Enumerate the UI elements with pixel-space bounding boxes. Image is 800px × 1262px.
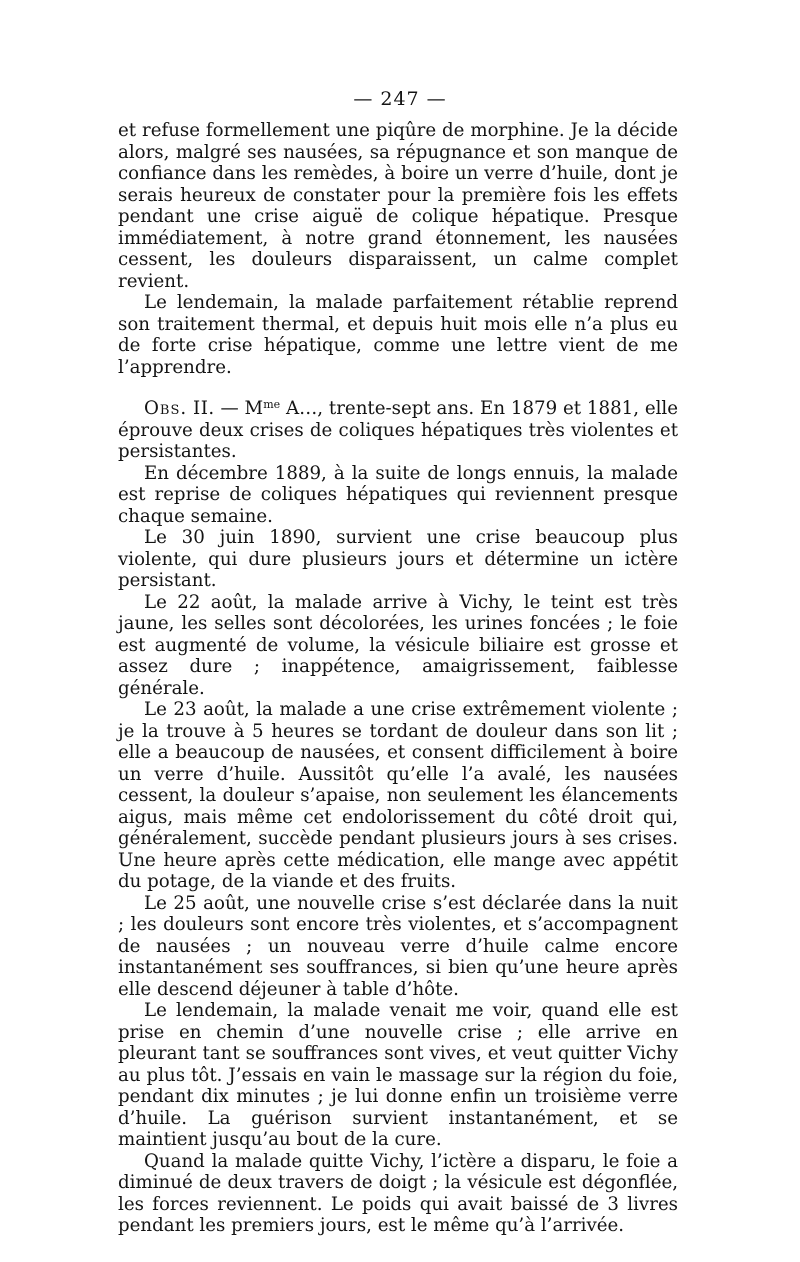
paragraph-observation-2 xyxy=(118,398,678,463)
paragraph-august-22: Le 22 août, la malade arrive à Vichy, le teint est très jaune, les selles sont décolorées, les urines foncées ; le foie est augmenté de volume, la vésicule biliaire est grosse et assez dure ; inappétence, amaigrissement, faiblesse générale. xyxy=(118,591,678,699)
paragraph-august-23: Le 23 août, la malade a une crise extrêmement violente ; je la trouve à 5 heures se tordant de douleur dans son lit ; elle a beaucoup de nausées, et consent difficilement à boire un verre d’huile. Aussitôt qu’elle l’a avalé, les nausées cessent, la douleur s’apaise, non seulement les élancements aigus, mais même cet endolorissement du côté droit qui, généralement, succède pendant plusieurs jours à ses crises. Une heure après cette médication, elle mange avec appétit du potage, de la viande et des fruits. xyxy=(118,699,678,892)
paragraph-continuation: et refuse formellement une piqûre de morphine. Je la décide alors, malgré ses nausées, sa répugnance et son manque de confiance dans les remèdes, à boire un verre d’huile, dont je serais heureux de constater pour la première fois les effets pendant une crise aiguë de colique hépatique. Presque immédiatement, à notre grand étonnement, les nausées cessent, les douleurs disparaissent, un calme complet revient. xyxy=(118,120,678,292)
observation-label: Obs. xyxy=(144,398,188,419)
observation-text: A…, trente-sept ans. En 1879 et 1881, elle éprouve deux crises de coliques hépatiques très violentes et persistantes. xyxy=(118,398,678,462)
page-text-body xyxy=(118,120,678,1237)
paragraph-leaving-vichy: Quand la malade quitte Vichy, l’ictère a disparu, le foie a diminué de deux travers de doigt ; la vésicule est dégonflée, les forces reviennent. Le poids qui avait baissé de 3 livres pendant les premiers jours, est le même qu’à l’arrivée. xyxy=(118,1150,678,1236)
paragraph-next-day: Le lendemain, la malade parfaitement rétablie reprend son traitement thermal, et depuis huit mois elle n’a plus eu de forte crise hépatique, comme une lettre vient de me l’apprendre. xyxy=(118,292,678,378)
paragraph-following-day: Le lendemain, la malade venait me voir, quand elle est prise en chemin d’une nouvelle crise ; elle arrive en pleurant tant se souffrances sont vives, et veut quitter Vichy au plus tôt. J’essais en vain le massage sur la région du foie, pendant dix minutes ; je lui donne enfin un troisième verre d’huile. La guérison survient instantanément, et se maintient jusqu’au bout de la cure. xyxy=(118,1000,678,1150)
paragraph-june-1890: Le 30 juin 1890, survient une crise beaucoup plus violente, qui dure plusieurs jours et détermine un ictère persistant. xyxy=(118,527,678,591)
paragraph-december-1889: En décembre 1889, à la suite de longs ennuis, la malade est reprise de coliques hépatiques qui reviennent presque chaque semaine. xyxy=(118,462,678,527)
title-superscript: me xyxy=(263,398,281,411)
page-number: — 247 — xyxy=(353,88,447,110)
paragraph-august-25: Le 25 août, une nouvelle crise s’est déclarée dans la nuit ; les douleurs sont encore très violentes, et s’accompagnent de nausées ; un nouveau verre d’huile calme encore instantanément ses souffrances, si bien qu’une heure après elle descend déjeuner à table d’hôte. xyxy=(118,892,678,1000)
observation-number: II. xyxy=(193,398,215,419)
observation-dash: — M xyxy=(214,398,264,419)
